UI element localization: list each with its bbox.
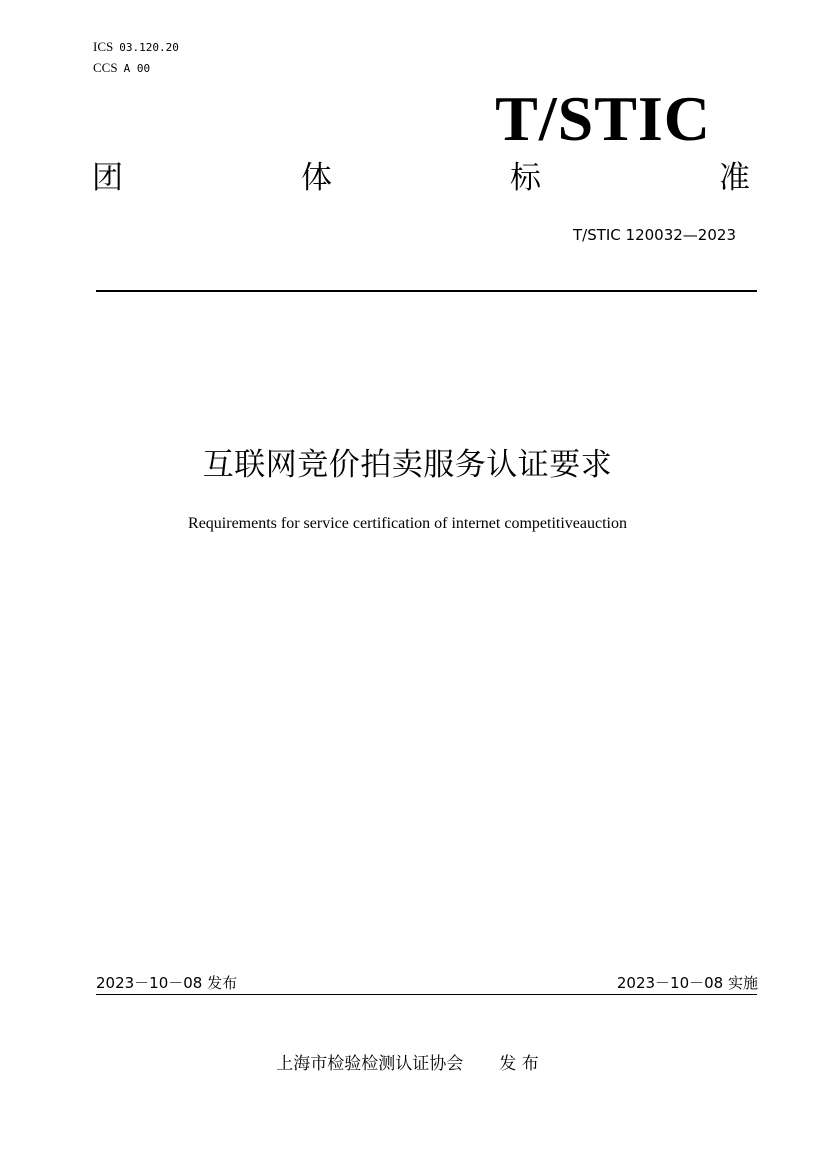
standard-type-char: 准 [719, 160, 750, 196]
ics-value: 03.120.20 [119, 41, 179, 54]
document-title-chinese: 互联网竞价拍卖服务认证要求 [202, 447, 613, 483]
standard-type-char: 标 [510, 160, 541, 196]
standard-type-char: 体 [301, 160, 332, 196]
footer-divider [96, 994, 757, 995]
publish-date: 2023－10－08 发布 [96, 974, 238, 992]
publisher-line [0, 1053, 815, 1075]
publisher-name: 上海市检验检测认证协会 [276, 1054, 464, 1074]
standard-logo: T/STIC [495, 83, 711, 154]
ics-label: ICS [93, 39, 114, 54]
standard-type-heading [92, 160, 750, 196]
implement-date: 2023－10－08 实施 [616, 974, 758, 992]
publisher-action: 发 布 [499, 1054, 539, 1074]
ccs-label: CCS [93, 60, 118, 75]
document-title-english: Requirements for service certification of internet competitiveauction [188, 515, 627, 532]
ics-code [93, 40, 179, 55]
ccs-value: A 00 [123, 62, 151, 75]
standard-number: T/STIC 120032—2023 [572, 226, 736, 244]
ccs-code [93, 61, 150, 76]
standard-type-char: 团 [92, 160, 123, 196]
header-divider [96, 290, 757, 292]
